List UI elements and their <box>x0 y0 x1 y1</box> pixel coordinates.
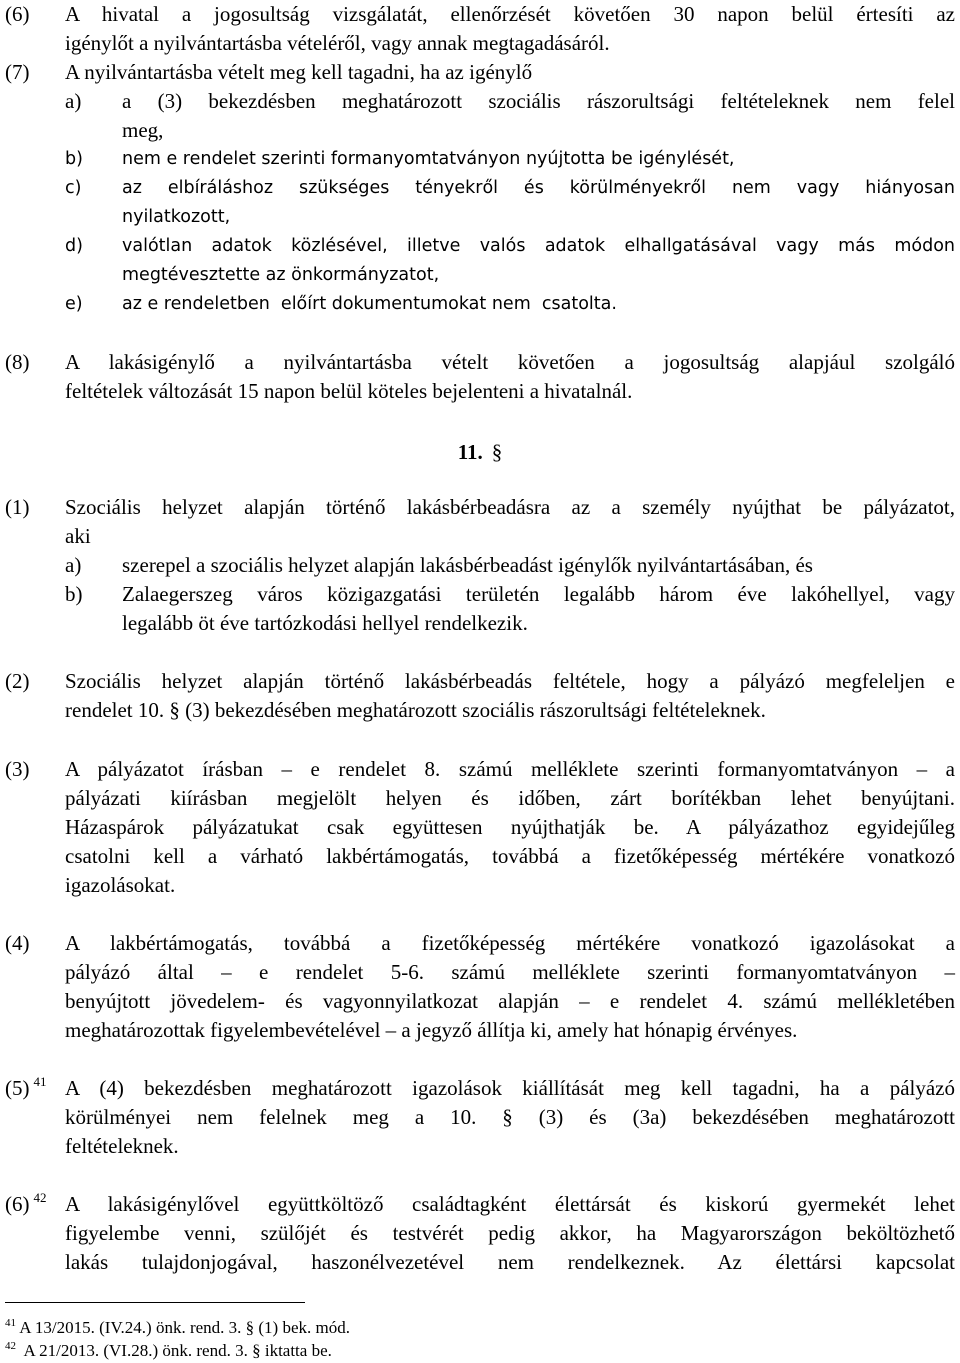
paragraph-7-list <box>65 87 955 145</box>
footnote-mark: 41 <box>5 1317 16 1329</box>
paragraph-line: pályázati kiírásban megjelölt helyen és időben, zárt borítékban lehet benyújtani. <box>65 786 955 810</box>
list-item-letter: d) <box>65 236 83 256</box>
paragraph-number: (1) <box>5 495 30 519</box>
footnote-text: A 21/2013. (VI.28.) önk. rend. 3. § iktatta be. <box>16 1341 332 1360</box>
list-item-letter: b) <box>65 582 83 606</box>
section-11-paragraph-1 <box>5 493 955 551</box>
paragraph-line: A pályázatot írásban – e rendelet 8. számú melléklete szerinti formanyomtatványon – a <box>65 757 955 781</box>
list-item-letter: c) <box>65 178 82 198</box>
paragraph-number: (6) <box>5 2 30 26</box>
list-item <box>65 290 955 319</box>
footnote <box>5 1341 332 1363</box>
paragraph-line: pályázó által – e rendelet 5-6. számú melléklete szerinti formanyomtatványon – <box>65 960 955 984</box>
section-11-paragraph-1-list <box>65 551 955 638</box>
paragraph-line: A nyilvántartásba vételt meg kell tagadni, ha az igénylő <box>65 60 533 84</box>
list-item-line: Zalaegerszeg város közigazgatási területén legalább három éve lakóhellyel, vagy <box>122 582 955 606</box>
paragraph-line: Szociális helyzet alapján történő lakásbérbeadásra az a személy nyújthat be pályázatot, <box>65 495 955 519</box>
paragraph-line: körülményei nem felelnek meg a 10. § (3) és (3a) bekezdésében meghatározott <box>65 1105 955 1129</box>
list-item-line: nyilatkozott, <box>122 207 231 227</box>
paragraph-number: (7) <box>5 60 30 84</box>
footnote <box>5 1318 350 1340</box>
paragraph-line: A lakásigénylő a nyilvántartásba vételt követően a jogosultság alapjául szolgáló <box>65 350 955 374</box>
list-item-line: az elbíráláshoz szükséges tényekről és körülményekről nem vagy hiányosan <box>122 178 955 198</box>
list-item-line: az e rendeletben előírt dokumentumokat nem csatolta. <box>122 294 617 314</box>
list-item-line: megtévesztette az önkormányzatot, <box>122 265 440 285</box>
paragraph-6 <box>5 0 955 58</box>
list-item-line: valótlan adatok közlésével, illetve valós adatok elhallgatásával vagy más módon <box>122 236 955 256</box>
paragraph-number <box>5 1190 47 1221</box>
paragraph-line: benyújtott jövedelem- és vagyonnyilatkozat alapján – e rendelet 4. számú mellékletében <box>65 989 955 1013</box>
paragraph-number: (8) <box>5 350 30 374</box>
paragraph-line: figyelembe venni, szülőjét és testvérét pedig akkor, ha Magyarországon beköltözhető <box>65 1221 955 1245</box>
list-item-letter: a) <box>65 553 82 577</box>
paragraph-number-text: (5) <box>5 1076 30 1100</box>
paragraph-number: (4) <box>5 931 30 955</box>
paragraph-number: (2) <box>5 669 30 693</box>
list-item <box>65 580 955 638</box>
paragraph-line: A lakbértámogatás, továbbá a fizetőképesség mértékére vonatkozó igazolásokat a <box>65 931 955 955</box>
footnote-mark: 42 <box>5 1340 16 1352</box>
list-item-line: meg, <box>122 118 164 142</box>
section-number: 11. <box>457 440 483 464</box>
paragraph-line: meghatározottak figyelembevételével – a jegyző állítja ki, amely hat hónapig érvényes. <box>65 1018 798 1042</box>
list-item-line: a (3) bekezdésben meghatározott szociális rászorultsági feltételeknek nem felel <box>122 89 955 113</box>
footnote-reference[interactable]: 41 <box>33 1074 47 1089</box>
section-symbol: § <box>491 440 503 464</box>
list-item-letter: e) <box>65 294 83 314</box>
paragraph-line: lakás tulajdonjogával, haszonélvezetével nem rendelkeznek. Az élettársi kapcsolat <box>65 1250 955 1274</box>
footnote-separator <box>5 1302 305 1303</box>
paragraph-8 <box>5 348 955 406</box>
list-item-line: szerepel a szociális helyzet alapján lakásbérbeadást igénylők nyilvántartásában, és <box>122 553 813 577</box>
paragraph-line: feltételeknek. <box>65 1134 179 1158</box>
paragraph-line: Szociális helyzet alapján történő lakásbérbeadás feltétele, hogy a pályázó megfeleljen e <box>65 669 955 693</box>
list-item-letter: a) <box>65 89 82 113</box>
list-item <box>65 551 955 580</box>
paragraph-7 <box>5 58 955 87</box>
list-item-line: nem e rendelet szerinti formanyomtatványon nyújtotta be igénylését, <box>122 149 735 169</box>
list-item <box>65 87 955 145</box>
section-heading <box>0 438 960 467</box>
paragraph-line: A hivatal a jogosultság vizsgálatát, ellenőrzését követően 30 napon belül értesíti az <box>65 2 955 26</box>
paragraph-line: igazolásokat. <box>65 873 176 897</box>
list-item-letter: b) <box>65 149 83 169</box>
paragraph-number: (3) <box>5 757 30 781</box>
paragraph-line: rendelet 10. § (3) bekezdésében meghatározott szociális rászorultsági feltételeknek. <box>65 698 766 722</box>
paragraph-line: A (4) bekezdésben meghatározott igazolások kiállítását meg kell tagadni, ha a pályázó <box>65 1076 955 1100</box>
paragraph-line: Házaspárok pályázatukat csak együttesen nyújthatják be. A pályázathoz egyidejűleg <box>65 815 955 839</box>
section-11-paragraph-4 <box>5 929 955 1045</box>
paragraph-7-list-sans <box>65 145 955 319</box>
paragraph-line: igénylőt a nyilvántartásba vételéről, vagy annak megtagadásáról. <box>65 31 610 55</box>
section-11-paragraph-2 <box>5 667 955 725</box>
paragraph-number <box>5 1074 47 1105</box>
paragraph-line: feltételek változását 15 napon belül köteles bejelenteni a hivatalnál. <box>65 379 633 403</box>
list-item <box>65 174 955 232</box>
paragraph-number-text: (6) <box>5 1192 30 1216</box>
paragraph-line: A lakásigénylővel együttköltöző családtagként élettársát és kiskorú gyermekét lehet <box>65 1192 955 1216</box>
section-11-paragraph-5 <box>5 1074 955 1161</box>
section-11-paragraph-6 <box>5 1190 955 1277</box>
section-11-paragraph-3 <box>5 755 955 900</box>
list-item <box>65 145 955 174</box>
list-item-line: legalább öt éve tartózkodási hellyel rendelkezik. <box>122 611 528 635</box>
footnote-text: A 13/2015. (IV.24.) önk. rend. 3. § (1) bek. mód. <box>16 1318 350 1337</box>
paragraph-line: csatolni kell a várható lakbértámogatás, továbbá a fizetőképesség mértékére vonatkozó <box>65 844 955 868</box>
paragraph-line: aki <box>65 524 91 548</box>
footnote-reference[interactable]: 42 <box>33 1190 47 1205</box>
list-item <box>65 232 955 290</box>
